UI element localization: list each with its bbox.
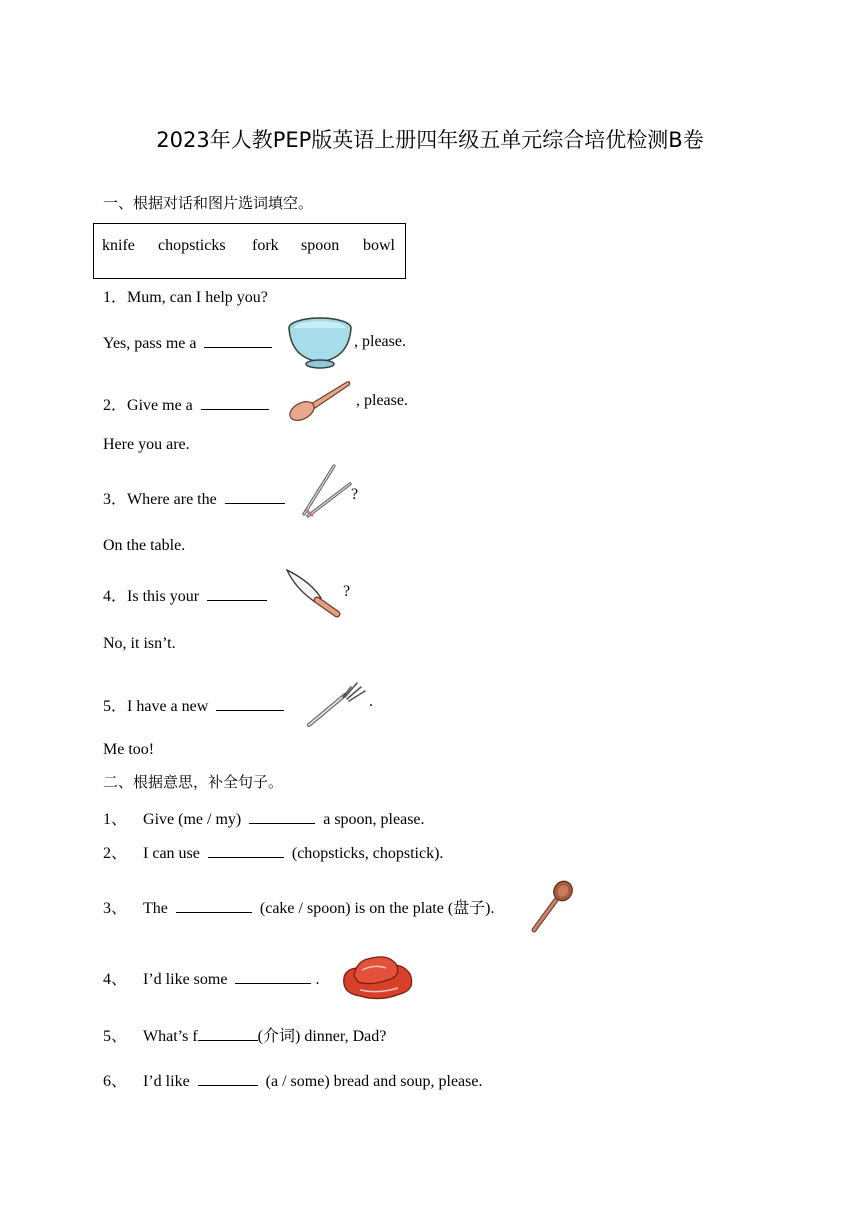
question-5-suffix: . xyxy=(369,693,373,710)
question-text: Give (me / my) xyxy=(143,811,242,828)
question-2 xyxy=(103,392,273,415)
s2-question-1 xyxy=(103,806,425,829)
spoon-icon xyxy=(287,378,353,422)
question-number: 5． xyxy=(103,698,128,715)
question-text: I can use xyxy=(143,845,200,862)
word-option: spoon xyxy=(301,237,340,254)
question-4-suffix: ? xyxy=(343,583,351,600)
s2-question-2 xyxy=(103,840,443,863)
word-box xyxy=(93,223,406,279)
answer-blank[interactable] xyxy=(225,489,285,504)
question-text: Mum, can I help you? xyxy=(127,289,268,306)
answer-blank[interactable] xyxy=(207,586,267,601)
section-1-heading: 一、根据对话和图片选词填空。 xyxy=(103,194,314,212)
question-text: The xyxy=(143,900,168,917)
question-suffix: (chopsticks, chopstick). xyxy=(291,845,444,862)
question-number: 1． xyxy=(103,289,128,306)
answer-prefix: Yes, pass me a xyxy=(103,335,197,352)
question-number: 4． xyxy=(103,588,128,605)
wooden-spoon-icon xyxy=(528,880,576,934)
question-number: 3． xyxy=(103,491,128,508)
question-suffix: (介词) dinner, Dad? xyxy=(257,1028,387,1045)
answer-blank[interactable] xyxy=(176,898,252,913)
answer-5: Me too! xyxy=(103,741,155,758)
answer-blank[interactable] xyxy=(235,969,311,984)
question-number: 5、 xyxy=(103,1028,128,1045)
question-text: What’s f xyxy=(143,1028,198,1045)
meat-icon xyxy=(340,950,416,1002)
question-number: 1、 xyxy=(103,811,128,828)
question-text: Give me a xyxy=(127,397,193,414)
question-suffix: (a / some) bread and soup, please. xyxy=(265,1073,483,1090)
question-3 xyxy=(103,486,289,509)
answer-blank[interactable] xyxy=(249,809,315,824)
answer-blank[interactable] xyxy=(201,395,269,410)
s2-question-3 xyxy=(103,895,495,918)
question-suffix: a spoon, please. xyxy=(323,811,425,828)
fork-icon xyxy=(305,675,369,729)
page-title: 2023年人教PEP版英语上册四年级五单元综合培优检测B卷 xyxy=(156,128,704,152)
bowl-icon xyxy=(287,316,353,370)
answer-blank[interactable] xyxy=(208,843,284,858)
answer-blank[interactable] xyxy=(204,333,272,348)
section-2-heading: 二、根据意思，补全句子。 xyxy=(103,773,284,791)
answer-blank[interactable] xyxy=(198,1026,258,1041)
question-text: I’d like some xyxy=(143,971,228,988)
question-3-suffix: ? xyxy=(351,486,359,503)
question-2-suffix: , please. xyxy=(356,392,408,409)
answer-1-suffix: , please. xyxy=(354,333,406,350)
question-number: 6、 xyxy=(103,1073,128,1090)
question-suffix: . xyxy=(315,971,320,988)
question-number: 2． xyxy=(103,397,128,414)
word-option: fork xyxy=(252,237,279,254)
answer-blank[interactable] xyxy=(216,696,284,711)
question-text: Where are the xyxy=(127,491,217,508)
question-text: Is this your xyxy=(127,588,200,605)
word-option: bowl xyxy=(363,237,395,254)
question-1 xyxy=(103,284,268,307)
answer-2: Here you are. xyxy=(103,436,190,453)
question-text: I’d like xyxy=(143,1073,190,1090)
question-4 xyxy=(103,583,271,606)
question-number: 3、 xyxy=(103,900,128,917)
s2-question-6 xyxy=(103,1068,482,1091)
word-option: chopsticks xyxy=(158,237,226,254)
question-5 xyxy=(103,693,288,716)
answer-1 xyxy=(103,333,276,353)
knife-icon xyxy=(285,568,345,618)
chopsticks-icon xyxy=(300,462,354,520)
word-option: knife xyxy=(102,237,135,254)
answer-4: No, it isn’t. xyxy=(103,635,176,652)
question-text: I have a new xyxy=(127,698,209,715)
question-suffix: (cake / spoon) is on the plate (盘子). xyxy=(259,900,495,917)
question-number: 2、 xyxy=(103,845,128,862)
s2-question-5 xyxy=(103,1023,386,1046)
answer-blank[interactable] xyxy=(198,1071,258,1086)
question-number: 4、 xyxy=(103,971,128,988)
answer-3: On the table. xyxy=(103,537,186,554)
s2-question-4 xyxy=(103,966,319,989)
